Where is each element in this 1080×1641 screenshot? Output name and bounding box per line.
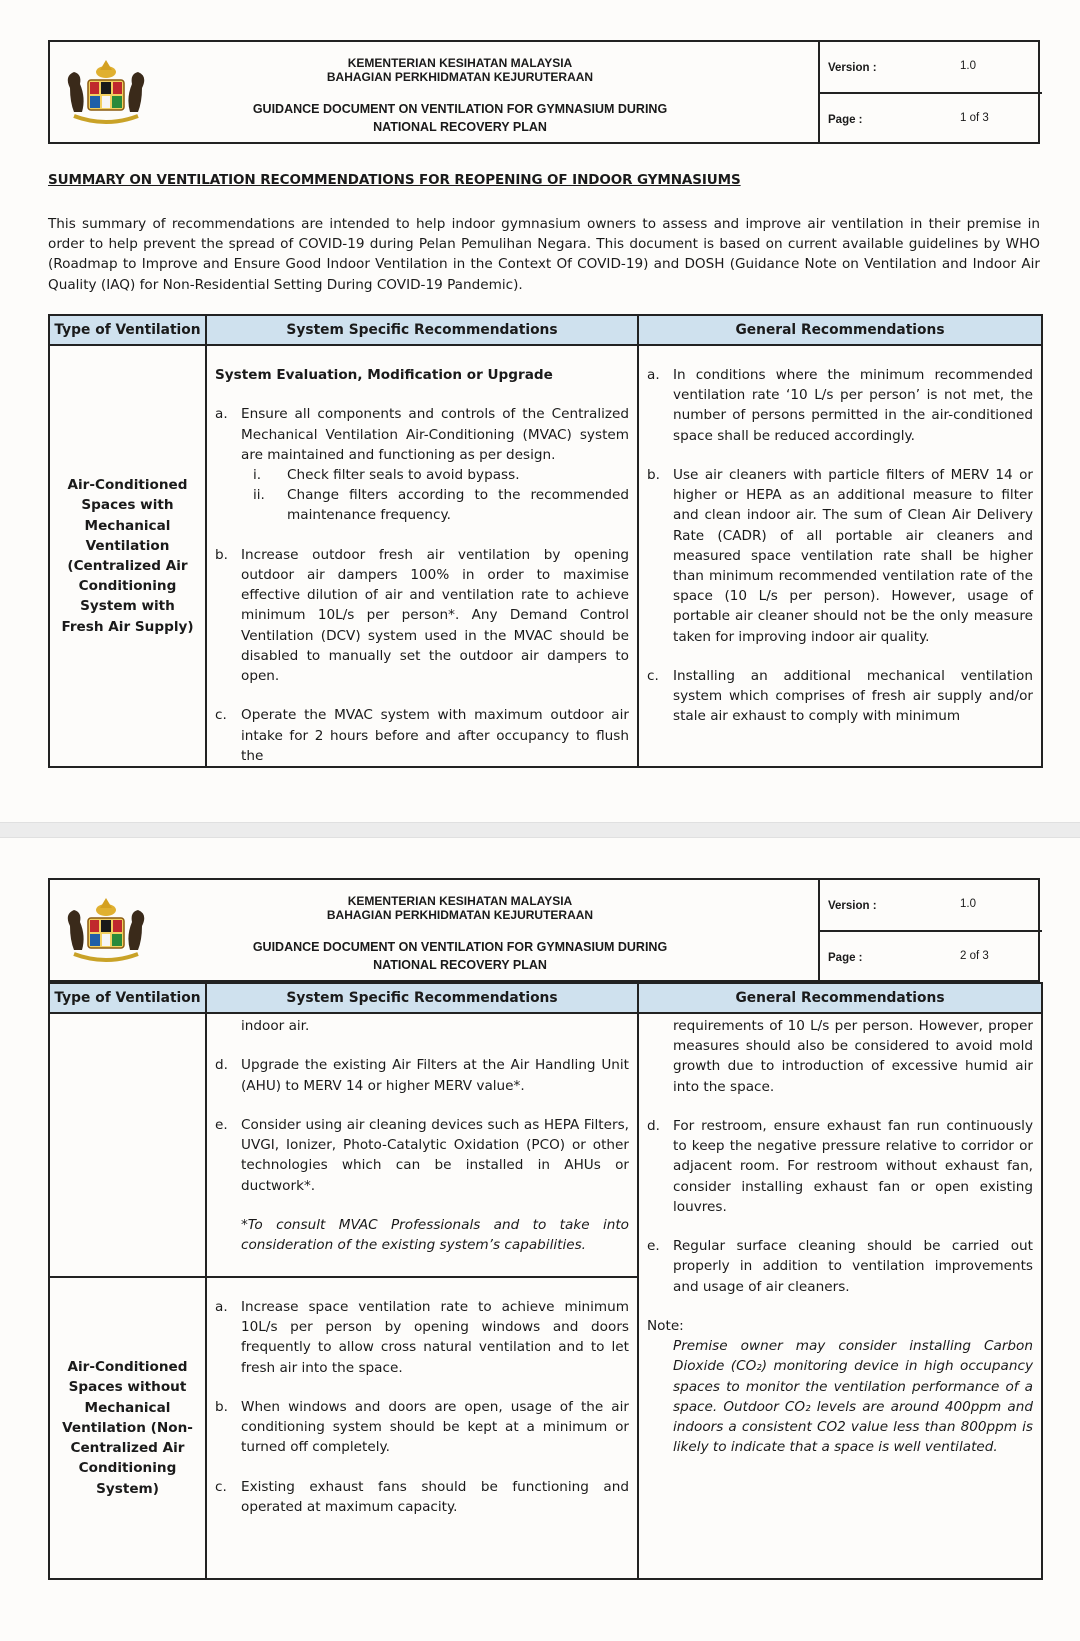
version-label: Version :: [828, 900, 877, 912]
list-item: b. Increase outdoor fresh air ventilation by opening outdoor air dampers 100% in order to maximise effective dilution of air and ventilation rate to achieve minimum 10L/s per person*. Any Demand Control Ventilation (DCV) system used in the MVAC should be disabled to manually set the outdoor air dampers to open.: [215, 546, 629, 685]
system-recommendations-cell: [206, 345, 638, 767]
general-recommendations-cell: [638, 345, 1042, 767]
ministry-name: KEMENTERIAN KESIHATAN MALAYSIA: [347, 894, 573, 908]
column-header-system: System Specific Recommendations: [206, 315, 638, 345]
ministry-name: KEMENTERIAN KESIHATAN MALAYSIA: [347, 56, 573, 70]
page-header: [48, 878, 1040, 982]
note-label: Note:: [647, 1318, 684, 1334]
coat-of-arms-icon: [60, 58, 152, 128]
page-number: 2 of 3: [960, 950, 989, 962]
intro-paragraph: This summary of recommendations are intended to help indoor gymnasium owners to assess and improve air ventilation in their premise in order to help prevent the spread of COVID-19 during Pelan Pemulihan Negara. This document is based on current available guidelines by WHO (Roadmap to Improve and Ensure Good Indoor Ventilation in the Context Of COVID-19) and DOSH (Guidance Note on Ventilation and Indoor Air Quality (IAQ) for Non-Residential Setting During COVID-19 Pandemic).: [48, 216, 1040, 293]
division-name: BAHAGIAN PERKHIDMATAN KEJURUTERAAN: [326, 70, 594, 84]
list-item: b. When windows and doors are open, usage of the air conditioning system should be kept at a minimum or turned off completely.: [215, 1399, 629, 1456]
document-title: GUIDANCE DOCUMENT ON VENTILATION FOR GYMNASIUM DURING NATIONAL RECOVERY PLAN: [252, 940, 668, 972]
list-item: b. Use air cleaners with particle filters of MERV 14 or higher or HEPA as an additional measure to filter and clean indoor air. The sum of Clean Air Delivery Rate (CADR) of all portable air cleaners and measured space ventilation rate shall be higher than minimum recommended ventilation rate of the space (10 L/s per person). However, usage of portable air cleaner should not be the only measure taken for improving indoor air quality.: [647, 467, 1033, 645]
column-header-system: System Specific Recommendations: [206, 983, 638, 1013]
header-meta: [818, 42, 1042, 142]
general-recommendations-cell: [638, 1013, 1042, 1579]
column-header-type: Type of Ventilation: [49, 315, 206, 345]
list-item: a. In conditions where the minimum recommended ventilation rate ‘10 L/s per person’ is not met, the number of persons permitted in the air-conditioned space shall be reduced accordingly.: [647, 367, 1033, 444]
ventilation-table-continued: [48, 982, 1043, 1580]
system-recommendations-cell: [206, 1013, 638, 1277]
version-label: Version :: [828, 62, 877, 74]
list-item: e. Consider using air cleaning devices such as HEPA Filters, UVGI, Ionizer, Photo-Catalytic Oxidation (PCO) or other technologies which can be installed in AHUs or ductwork*.: [215, 1116, 629, 1194]
ventilation-type-cell: Air-Conditioned Spaces with Mechanical Ventilation (Centralized Air Conditioning System with Fresh Air Supply): [49, 345, 206, 767]
page-header: [48, 40, 1040, 144]
page-label: Page :: [828, 952, 863, 964]
list-item: a. Increase space ventilation rate to achieve minimum 10L/s per person by opening windows and doors frequently to allow cross natural ventilation and to let fresh air into the space.: [215, 1299, 629, 1376]
list-item: c. Existing exhaust fans should be functioning and operated at maximum capacity.: [215, 1478, 629, 1515]
ventilation-table: [48, 314, 1043, 768]
system-recommendations-cell: [206, 1277, 638, 1579]
list-item: d. Upgrade the existing Air Filters at the Air Handling Unit (AHU) to MERV 14 or higher MERV value*.: [215, 1057, 629, 1094]
header-title-block: [170, 56, 750, 136]
ventilation-type-cell: [49, 1013, 206, 1277]
sub-list-item: i. Check filter seals to avoid bypass.: [253, 467, 520, 483]
document-page-2: [0, 838, 1080, 1641]
division-name: BAHAGIAN PERKHIDMATAN KEJURUTERAAN: [326, 908, 594, 922]
list-item-continued: requirements of 10 L/s per person. However, proper measures should also be considered to avoid mold growth due to introduction of excessive humid air into the space.: [673, 1018, 1033, 1095]
list-item: e. Regular surface cleaning should be carried out properly in addition to ventilation improvements and usage of air cleaners.: [647, 1238, 1033, 1295]
page-separator: [0, 822, 1080, 838]
sub-list-item: ii. Change filters according to the recommended maintenance frequency.: [253, 487, 629, 524]
header-meta: [818, 880, 1042, 980]
list-item: c. Operate the MVAC system with maximum outdoor air intake for 2 hours before and after occupancy to flush the: [215, 707, 629, 764]
list-item: a. Ensure all components and controls of the Centralized Mechanical Ventilation Air-Conditioning (MVAC) system are maintained and functioning as per design.: [215, 406, 629, 463]
version-value: 1.0: [960, 898, 976, 910]
page-label: Page :: [828, 114, 863, 126]
column-header-general: General Recommendations: [638, 983, 1042, 1013]
system-subheading: System Evaluation, Modification or Upgrade: [215, 367, 553, 383]
note-text: Premise owner may consider installing Carbon Dioxide (CO₂) monitoring device in high occupancy spaces to monitor the ventilation performance of a space. Outdoor CO₂ levels are around 400ppm and indoors a consistent CO2 value less than 800ppm is likely to indicate that a space is well ventilated.: [673, 1338, 1033, 1456]
document-title: GUIDANCE DOCUMENT ON VENTILATION FOR GYMNASIUM DURING NATIONAL RECOVERY PLAN: [252, 102, 668, 134]
column-header-type: Type of Ventilation: [49, 983, 206, 1013]
list-item: c. Installing an additional mechanical ventilation system which comprises of fresh air supply and/or stale air exhaust to comply with minimum: [647, 668, 1033, 725]
version-value: 1.0: [960, 60, 976, 72]
ventilation-type-cell: Air-Conditioned Spaces without Mechanical Ventilation (Non-Centralized Air Conditioning System): [49, 1277, 206, 1579]
column-header-general: General Recommendations: [638, 315, 1042, 345]
summary-heading: SUMMARY ON VENTILATION RECOMMENDATIONS FOR REOPENING OF INDOOR GYMNASIUMS: [48, 172, 741, 188]
coat-of-arms-icon: [60, 896, 152, 966]
header-title-block: [170, 894, 750, 974]
list-item-continued: indoor air.: [241, 1018, 310, 1034]
page-number: 1 of 3: [960, 112, 989, 124]
footnote: *To consult MVAC Professionals and to take into consideration of the existing system’s capabilities.: [241, 1216, 629, 1254]
list-item: d. For restroom, ensure exhaust fan run continuously to keep the negative pressure relative to corridor or adjacent room. For restroom without exhaust fan, consider installing exhaust fan or open existing louvres.: [647, 1118, 1033, 1215]
